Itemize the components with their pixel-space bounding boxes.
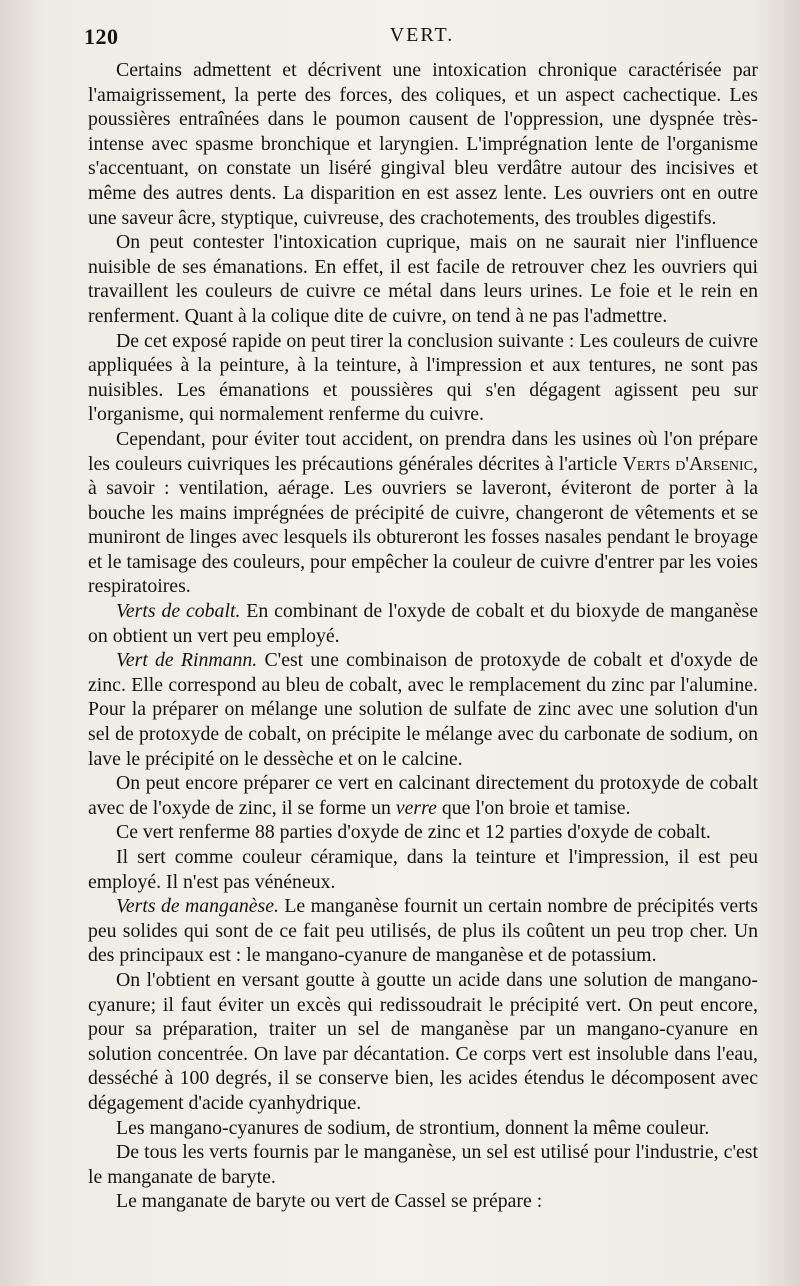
vert-de-rinmann-text: C'est une combinaison de protoxyde de cobalt et d'oxyde de zinc. Elle correspond au bleu de cobalt, avec le remplacement du zinc par l'alumine. Pour la préparer on mélange une solution de sulfate de zinc avec une solution d'un sel de protoxyde de cobalt, on précipite le mélange avec du carbonate de sodium, on lave le précipité on le dessèche et on le calcine. [88, 649, 759, 770]
paragraph-mangano-cyanures: Les mangano-cyanures de sodium, de strontium, donnent la même couleur. [116, 1116, 710, 1139]
calcination-text-before: On peut encore préparer ce vert en calcinant directement du protoxyde de cobalt avec de l'oxyde de zinc, il se forme un [88, 772, 758, 819]
paragraph-preparation: On l'obtient en versant goutte à goutte un acide dans une solution de mangano-cyanure; il faut éviter un excès qui redissoudrait le précipité vert. On peut encore, pour sa préparation, traiter un sel de manganèse par un mangano-cyanure en solution concentrée. On lave par décantation. Ce corps vert est insoluble dans l'eau, desséché à 100 degrés, il se conserve bien, les acides étendus le décomposent avec dégagement d'acide cyanhydrique. [88, 968, 758, 1114]
page-number: 120 [84, 24, 119, 49]
precautions-text-after: , à savoir : ventilation, aérage. Les ouvriers se laveront, éviteront de porter à la bouche les mains imprégnées de précipité de cuivre, changeront de vêtements et se muniront de linges avec lesquels ils obtureront les fosses nasales pendant le broyage et le tamisage des couleurs, pour empêcher la couleur de cuivre d'entrer par les voies respiratoires. [88, 452, 758, 598]
paragraph-verts-de-manganese [88, 894, 758, 968]
term-vert-de-rinmann: Vert de Rinmann. [116, 649, 258, 672]
paragraph-verts-de-cobalt [88, 599, 758, 648]
paragraph-conclusion: De cet exposé rapide on peut tirer la conclusion suivante : Les couleurs de cuivre appliquées à la peinture, à la teinture, à l'impression et aux tentures, ne sont pas nuisibles. Les émanations et poussières qui s'en dégagent agissent peu sur l'organisme, qui normalement renferme du cuivre. [88, 329, 758, 426]
paragraph-influence: On peut contester l'intoxication cuprique, mais on ne saurait nier l'influence nuisible de ses émanations. En effet, il est facile de retrouver chez les ouvriers qui travaillent les couleurs de cuivre ce métal dans leurs urines. Le foie et le rein en renferment. Quant à la colique dite de cuivre, on tend à ne pas l'admettre. [88, 231, 758, 327]
running-title: VERT. [389, 24, 455, 46]
emphasis-verre: verre [395, 796, 437, 819]
precautions-text-before: Cependant, pour éviter tout accident, on prendra dans les usines où l'on prépare les couleurs cuivriques les précautions générales décrites à l'article [88, 427, 758, 475]
verts-de-manganese-text: Le manganèse fournit un certain nombre de précipités verts peu solides qui sont de ce fait peu utilisés, de plus ils coûtent un peu trop cher. Un des principaux est : le mangano-cyanure de manganèse et de potassium. [88, 895, 758, 967]
verts-de-cobalt-text: En combinant de l'oxyde de cobalt et du bioxyde de manganèse on obtient un vert peu employé. [88, 600, 758, 647]
body-text [88, 58, 758, 1214]
paragraph-industrie: De tous les verts fournis par le manganèse, un sel est utilisé pour l'industrie, c'est le manganate de baryte. [88, 1141, 758, 1188]
paragraph-calcination [88, 771, 758, 820]
paragraph-usage: Il sert comme couleur céramique, dans la teinture et l'impression, il est peu employé. Il n'est pas vénéneux. [88, 846, 758, 893]
term-verts-de-cobalt: Verts de cobalt. [116, 600, 241, 623]
article-reference: Verts d'Arsenic [622, 452, 754, 475]
paragraph-composition: Ce vert renferme 88 parties d'oxyde de zinc et 12 parties d'oxyde de cobalt. [116, 821, 711, 844]
paragraph-vert-de-rinmann [88, 648, 758, 771]
term-verts-de-manganese: Verts de manganèse. [116, 895, 279, 918]
paragraph-intoxication: Certains admettent et décrivent une intoxication chronique caractérisée par l'amaigrissement, la perte des forces, des coliques, et un aspect cachectique. Les poussières entraînées dans le poumon causent de l'oppression, une dyspnée très-intense avec spasme bronchique et laryngien. L'imprégnation lente de l'organisme s'accentuant, on constate un liséré gingival bleu verdâtre autour des incisives et même des autres dents. La disparition en est assez lente. Les ouvriers ont en outre une saveur âcre, styptique, cuivreuse, des crachotements, des troubles digestifs. [88, 59, 758, 229]
page-header [84, 24, 760, 52]
paragraph-precautions [88, 427, 758, 599]
paragraph-manganate: Le manganate de baryte ou vert de Cassel se prépare : [116, 1190, 543, 1213]
calcination-text-after: que l'on broie et tamise. [436, 796, 631, 819]
